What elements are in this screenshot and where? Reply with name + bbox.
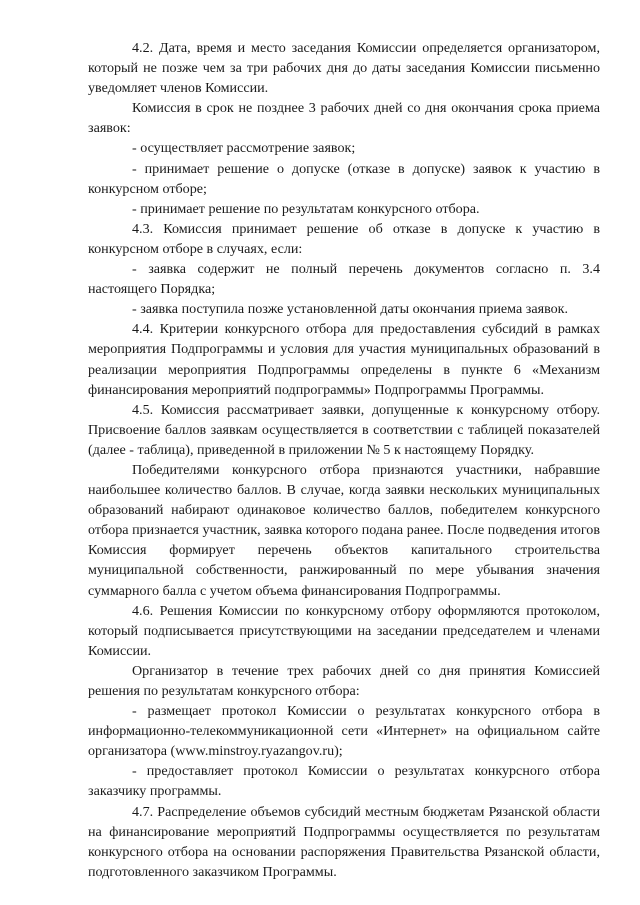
document-page xyxy=(88,38,600,882)
list-item-provide-protocol: - предоставляет протокол Комиссии о результатах конкурсного отбора заказчику программы. xyxy=(88,763,600,800)
paragraph-organizer-duties: Организатор в течение трех рабочих дней со дня принятия Комиссией решения по результатам конкурсного отбора: xyxy=(88,662,600,699)
paragraph-4-5: 4.5. Комиссия рассматривает заявки, допущенные к конкурсному отбору. Присвоение баллов заявкам осуществляется в соответствии с таблицей показателей (далее - таблица), приведенной в приложении № 5 к настоящему Порядку. xyxy=(88,401,600,458)
paragraph-4-6: 4.6. Решения Комиссии по конкурсному отбору оформляются протоколом, который подписывается присутствующими на заседании председателем и членами Комиссии. xyxy=(88,602,600,659)
list-item-review-applications: - осуществляет рассмотрение заявок; xyxy=(132,140,356,157)
list-item-admission-decision: - принимает решение о допуске (отказе в допуске) заявок к участию в конкурсном отборе; xyxy=(88,160,600,197)
list-item-late-submission: - заявка поступила позже установленной даты окончания приема заявок. xyxy=(132,301,569,318)
paragraph-4-7: 4.7. Распределение объемов субсидий местным бюджетам Рязанской области на финансирование мероприятий Подпрограммы осуществляется по результатам конкурсного отбора на основании распоряжения Правительства Рязанской области, подготовленного заказчиком Программы. xyxy=(88,803,600,880)
paragraph-4-4: 4.4. Критерии конкурсного отбора для предоставления субсидий в рамках мероприятия Подпрограммы и условия для участия муниципальных образований в реализации мероприятия Подпрограммы определены в пункте 6 «Механизм финансирования мероприятий подпрограммы» Подпрограммы Программы. xyxy=(88,321,600,398)
list-item-results-decision: - принимает решение по результатам конкурсного отбора. xyxy=(132,200,480,217)
paragraph-commission-deadline: Комиссия в срок не позднее 3 рабочих дней со дня окончания срока приема заявок: xyxy=(88,100,600,137)
list-item-incomplete-documents: - заявка содержит не полный перечень документов согласно п. 3.4 настоящего Порядка; xyxy=(88,261,600,298)
paragraph-4-3: 4.3. Комиссия принимает решение об отказе в допуске к участию в конкурсном отборе в случаях, если: xyxy=(88,220,600,257)
paragraph-4-2: 4.2. Дата, время и место заседания Комиссии определяется организатором, который не позже чем за три рабочих дня до даты заседания Комиссии письменно уведомляет членов Комиссии. xyxy=(88,40,600,97)
paragraph-winners: Победителями конкурсного отбора признаются участники, набравшие наибольшее количество баллов. В случае, когда заявки нескольких муниципальных образований набирают одинаковое количество баллов, победителем конкурсного отбора признается участник, заявка которого подана ранее. После подведения итогов Комиссия формирует перечень объектов капитального строительства муниципальной собственности, ранжированный по мере убывания значения суммарного балла с учетом объема финансирования Подпрограммы. xyxy=(88,461,600,599)
list-item-publish-protocol: - размещает протокол Комиссии о результатах конкурсного отбора в информационно-телекоммуникационной сети «Интернет» на официальном сайте организатора (www.minstroy.ryazangov.ru); xyxy=(88,703,600,760)
